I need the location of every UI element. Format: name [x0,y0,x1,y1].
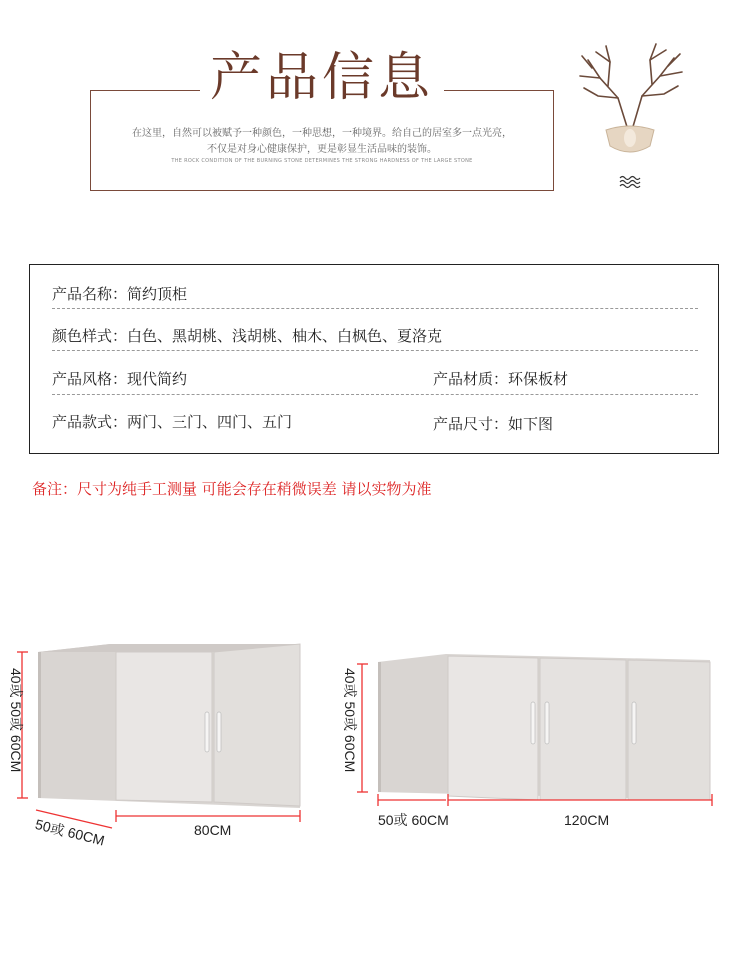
spec-style: 产品风格：现代简约 [52,370,188,388]
spec-material: 产品材质：环保板材 [433,370,569,388]
antler-wall-decor-icon [570,38,690,198]
large-cabinet-height-label: 40或 50或 60CM [342,668,358,773]
spec-product-name: 产品名称：简约顶柜 [52,285,188,303]
spec-divider [52,394,698,395]
header-description-line-1: 在这里，自然可以被赋予一种颜色，一种思想，一种境界。给自己的居室多一点光亮， [132,128,512,139]
spec-table [29,264,719,454]
spec-divider [52,308,698,309]
small-cabinet-width-label: 80CM [194,822,232,838]
spec-color-options: 颜色样式：白色、黑胡桃、浅胡桃、柚木、白枫色、夏洛克 [52,327,443,345]
large-cabinet-width-label: 120CM [564,812,610,828]
page-title: 产品信息 [209,48,434,108]
small-cabinet-depth-label: 50或 60CM [33,815,107,849]
wave-icon [620,177,640,188]
header-description-line-2: 不仅是对身心健康保护，更是彰显生活品味的装饰。 [207,144,437,155]
large-cabinet-depth-label: 50或 60CM [378,812,449,828]
measurement-note: 备注：尺寸为纯手工测量 可能会存在稍微误差 请以实物为准 [32,480,432,498]
spec-divider [52,350,698,351]
info-header [90,40,554,192]
spec-door-options: 产品款式：两门、三门、四门、五门 [52,413,293,431]
spec-size: 产品尺寸：如下图 [433,415,554,433]
cabinet-three-door-illustration [340,640,740,820]
small-cabinet-height-label: 40或 50或 60CM [8,668,24,773]
header-english-caption: THE ROCK CONDITION OF THE BURNING STONE DETERMINES THE STRONG HARDNESS OF THE LARGE STONE [171,158,473,164]
